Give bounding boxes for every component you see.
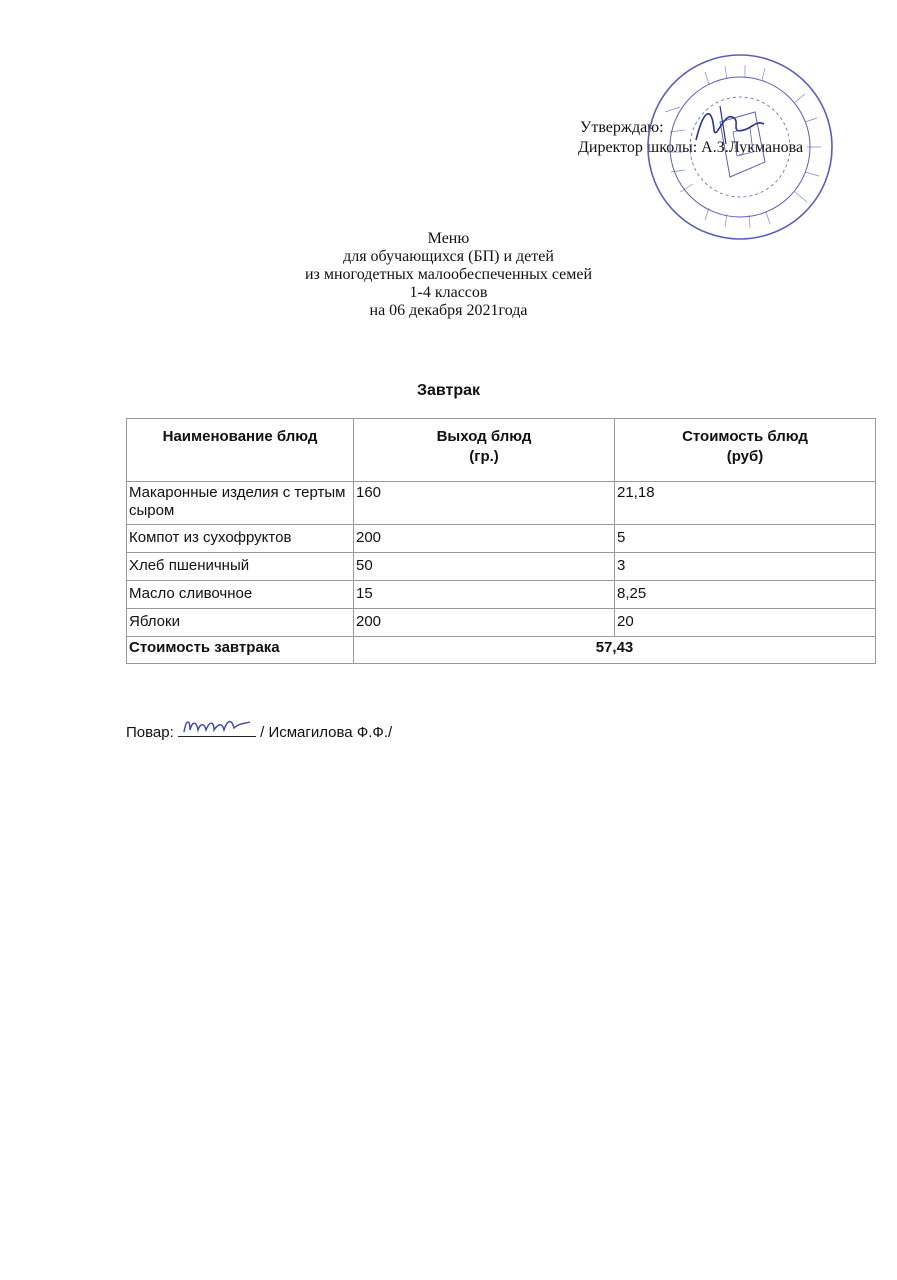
cook-signature-line <box>126 722 392 741</box>
title-line-3: из многодетных малообеспеченных семей <box>304 266 593 283</box>
dish-output: 200 <box>354 525 615 553</box>
dish-name: Компот из сухофруктов <box>127 525 354 553</box>
title-line-5: на 06 декабря 2021года <box>369 302 528 319</box>
dish-cost: 20 <box>615 609 876 637</box>
cook-name: / Исмагилова Ф.Ф./ <box>260 724 393 741</box>
total-value: 57,43 <box>354 637 876 664</box>
dish-output: 50 <box>354 553 615 581</box>
dish-name: Яблоки <box>127 609 354 637</box>
meal-heading: Завтрак <box>416 382 481 399</box>
dish-output: 200 <box>354 609 615 637</box>
header-output: Выход блюд (гр.) <box>354 419 615 482</box>
dish-cost: 3 <box>615 553 876 581</box>
director-signature-icon <box>690 100 770 150</box>
signature-line <box>178 722 256 737</box>
table-row <box>127 581 876 609</box>
approval-title: Утверждаю: <box>580 119 664 136</box>
approval-director: Директор школы: А.З.Лукманова <box>578 139 804 156</box>
table-row <box>127 553 876 581</box>
total-label: Стоимость завтрака <box>127 637 354 664</box>
cook-label: Повар: <box>126 724 174 741</box>
menu-title <box>0 230 897 320</box>
dish-cost: 21,18 <box>615 482 876 525</box>
dish-name: Макаронные изделия с тертым сыром <box>127 482 354 525</box>
table-row <box>127 609 876 637</box>
dish-name: Хлеб пшеничный <box>127 553 354 581</box>
dish-name: Масло сливочное <box>127 581 354 609</box>
dish-cost: 8,25 <box>615 581 876 609</box>
menu-table <box>126 418 876 664</box>
header-name: Наименование блюд <box>127 419 354 482</box>
dish-cost: 5 <box>615 525 876 553</box>
dish-output: 15 <box>354 581 615 609</box>
table-row <box>127 525 876 553</box>
table-header-row <box>127 419 876 482</box>
title-line-2: для обучающихся (БП) и детей <box>343 248 554 265</box>
total-row <box>127 637 876 664</box>
title-line-4: 1-4 классов <box>409 284 488 301</box>
table-row <box>127 482 876 525</box>
title-line-1: Меню <box>427 230 470 247</box>
cook-signature-icon <box>180 714 254 738</box>
dish-output: 160 <box>354 482 615 525</box>
header-cost: Стоимость блюд (руб) <box>615 419 876 482</box>
